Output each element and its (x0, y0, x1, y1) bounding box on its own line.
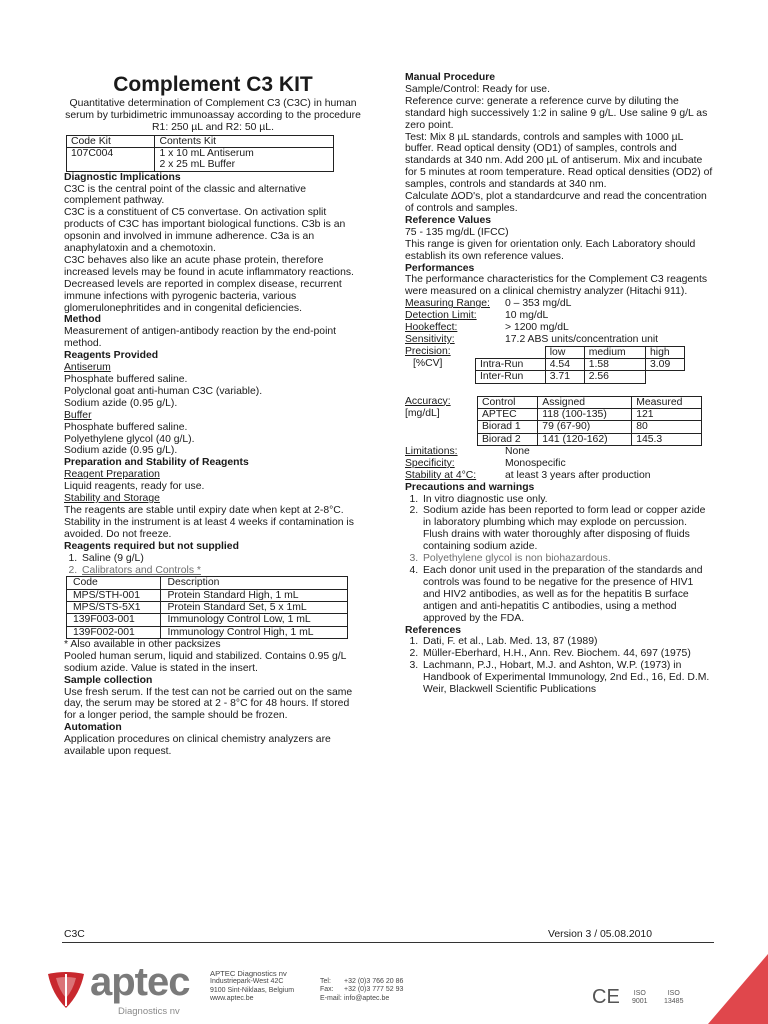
spec-row (405, 322, 713, 334)
cal-description: Protein Standard Set, 5 x 1mL (161, 602, 348, 614)
accuracy-control: Biorad 1 (478, 421, 538, 433)
accuracy-header: Assigned (538, 396, 632, 408)
company-contact (320, 978, 403, 1003)
accuracy-table (477, 396, 702, 446)
spec-key: Detection Limit: (405, 310, 477, 322)
diagnostic-paragraph: C3C is the central point of the classic and alternative complement pathway. (64, 183, 306, 207)
spec-value: 17.2 ABS units/concentration unit (505, 333, 659, 345)
limitation-row (405, 470, 713, 482)
limitation-key: Stability at 4°C: (405, 469, 477, 481)
table-row (478, 409, 702, 421)
footer-code: C3C (64, 929, 85, 940)
diagnostic-heading: Diagnostic Implications (64, 171, 181, 183)
email-value: info@aptec.be (344, 994, 390, 1002)
logo-subtitle: Diagnostics nv (118, 1006, 180, 1017)
company-city: 9100 Sint-Niklaas, Belgium (210, 986, 295, 994)
accuracy-unit: [mg/dL] (405, 407, 440, 419)
cal-description: Protein Standard High, 1 mL (161, 589, 348, 601)
antiserum-item: Sodium azide (0.95 g/L). (64, 397, 178, 409)
precision-value: 4.54 (545, 359, 584, 371)
limitation-value: at least 3 years after production (505, 469, 651, 481)
iso-label: ISO (633, 990, 646, 997)
list-item: 2. Müller-Eberhard, H.H., Ann. Rev. Biochem. 44, 697 (1975) (421, 648, 713, 660)
list-item: 3. Polyethylene glycol is non biohazardous. (421, 553, 713, 565)
buffer-label: Buffer (64, 409, 92, 421)
required-item: 1. Saline (9 g/L) (80, 553, 362, 565)
left-column (64, 72, 362, 758)
kit-header-contents: Contents Kit (155, 135, 334, 147)
spec-key: Sensitivity: (405, 333, 455, 345)
limitation-key: Specificity: (405, 457, 455, 469)
limitation-row (405, 458, 713, 470)
precautions-heading: Precautions and warnings (405, 481, 535, 493)
packsizes-note: * Also available in other packsizes (64, 638, 221, 650)
precision-header: medium (584, 346, 645, 358)
reagents-heading: Reagents Provided (64, 350, 159, 362)
method-heading: Method (64, 314, 101, 326)
precision-value (646, 371, 685, 383)
company-address (210, 970, 294, 1004)
required-item: 2. Calibrators and Controls * (80, 565, 362, 577)
list-item: 1. In vitro diagnostic use only. (421, 494, 713, 506)
buffer-item: Polyethylene glycol (40 g/L). (64, 433, 195, 445)
cal-code: MPS/STH-001 (67, 589, 161, 601)
manual-paragraph: Sample/Control: Ready for use. (405, 83, 550, 95)
iso-13485-mark (664, 990, 683, 1006)
table-row (478, 433, 702, 445)
precision-block (405, 346, 713, 384)
reference-note: This range is given for orientation only. Each Laboratory should establish its own reference values. (405, 238, 696, 262)
precision-table (475, 346, 685, 384)
method-text: Measurement of antigen-antibody reaction by the end-point method. (64, 326, 337, 350)
manual-paragraph: Calculate ∆OD's, plot a standardcurve and read the concentration of controls and samples. (405, 191, 707, 214)
stability-storage-label: Stability and Storage (64, 493, 160, 505)
table-row (476, 359, 685, 371)
cal-header-description: Description (161, 577, 348, 589)
reference-range: 75 - 135 mg/dL (IFCC) (405, 226, 509, 238)
buffer-item: Sodium azide (0.95 g/L). (64, 445, 178, 457)
kit-content-line: 2 x 25 mL Buffer (159, 159, 236, 171)
ce-mark-icon: CE (592, 986, 620, 1008)
list-item: 4. Each donor unit used in the preparation of the standards and controls was found to be negative for the presence of HIV1 and HIV2 antibodies, as well as for the hepatitis B surface antigen and anti-hepatitis C antibodies, using a method approved by the FDA. (421, 565, 713, 625)
accuracy-label: Accuracy: (405, 395, 451, 407)
precision-run: Intra-Run (476, 359, 546, 371)
precision-label: Precision: (405, 345, 451, 357)
precision-unit: [%CV] (413, 357, 443, 369)
corner-triangle-icon (708, 954, 768, 1024)
accuracy-control: Biorad 2 (478, 433, 538, 445)
precision-value: 2.56 (584, 371, 645, 383)
iso-number: 13485 (664, 998, 684, 1005)
table-row (67, 589, 348, 601)
company-street: Industriepark-West 42C (210, 978, 284, 986)
limitation-value: None (505, 445, 530, 457)
spec-value: > 1200 mg/dL (505, 322, 569, 334)
limitation-value: Monospecific (505, 457, 566, 469)
precision-header-blank (476, 346, 546, 358)
table-row (67, 614, 348, 626)
buffer-item: Phosphate buffered saline. (64, 421, 188, 433)
accuracy-measured: 121 (632, 409, 702, 421)
right-column (405, 72, 713, 696)
calibrators-table (66, 576, 348, 638)
spec-row (405, 334, 713, 346)
accuracy-measured: 80 (632, 421, 702, 433)
precision-value: 3.71 (545, 371, 584, 383)
precision-header: low (545, 346, 584, 358)
cal-code: MPS/STS-5X1 (67, 602, 161, 614)
manual-paragraph: Reference curve: generate a reference curve by diluting the standard high successively 1:2 in saline 9 g/L. Use saline 9 g/L as zero point. (405, 95, 708, 131)
diagnostic-paragraph: Decreased levels are reported in complex disease, recurrent immune infections with pyrogenic bacteria, various glomerulonephritides and in congenital deficiencies. (64, 278, 342, 314)
precision-value: 1.58 (584, 359, 645, 371)
antiserum-item: Polyclonal goat anti-human C3C (variable). (64, 385, 263, 397)
preparation-heading: Preparation and Stability of Reagents (64, 457, 249, 469)
accuracy-assigned: 118 (100-135) (538, 409, 632, 421)
tel-value: +32 (0)3 766 20 86 (344, 978, 404, 985)
performances-text: The performance characteristics for the Complement C3 reagents were measured on a clinical chemistry analyzer (Hitachi 911). (405, 274, 708, 298)
document-subtitle: Quantitative determination of Complement C3 (C3C) in human serum by turbidimetric immunoassay according to the procedure R1: 250 µL and R2: 50 µL. (65, 98, 361, 133)
pooled-serum-note: Pooled human serum, liquid and stabilized. Contains 0.95 g/L sodium azide. Value is stated in the insert. (64, 650, 347, 674)
diagnostic-paragraph: C3C behaves also like an acute phase protein, therefore increased levels may be found in acute inflammatory reactions. (64, 254, 354, 278)
spec-value: 10 mg/dL (505, 310, 549, 322)
precision-run: Inter-Run (476, 371, 546, 383)
aptec-logo (38, 962, 218, 1022)
spec-row (405, 310, 713, 322)
diagnostic-paragraph: C3C is a constituent of C5 convertase. On activation split products of C3C has important biological functions. C3b is an opsonin and involved in immune adherence. C3a is an anaphylatoxin and a chemotoxin. (64, 207, 346, 255)
cal-description: Immunology Control High, 1 mL (161, 626, 348, 638)
precision-header: high (646, 346, 685, 358)
kit-code: 107C004 (67, 148, 155, 172)
sample-text: Use fresh serum. If the test can not be carried out on the same day, the serum may be stored at 2 - 8°C for 48 hours. If stored for a longer period, the sample should be frozen. (64, 686, 353, 722)
iso-number: 9001 (632, 998, 648, 1005)
table-row (478, 421, 702, 433)
kit-header-code: Code Kit (67, 135, 155, 147)
iso-9001-mark (632, 990, 648, 1006)
performances-heading: Performances (405, 262, 475, 274)
reference-values-heading: Reference Values (405, 214, 492, 226)
table-row (67, 602, 348, 614)
antiserum-label: Antiserum (64, 362, 111, 374)
iso-label: ISO (667, 990, 680, 997)
company-name: APTEC Diagnostics nv (210, 969, 287, 978)
accuracy-control: APTEC (478, 409, 538, 421)
automation-heading: Automation (64, 722, 122, 734)
footer-divider (62, 942, 714, 943)
stability-storage-text: The reagents are stable until expiry date when kept at 2-8°C. Stability in the instrument is at least 4 weeks if contamination is avoided. Do not freeze. (64, 504, 354, 540)
accuracy-measured: 145.3 (632, 433, 702, 445)
spec-row (405, 298, 713, 310)
references-list (405, 636, 713, 696)
references-heading: References (405, 624, 462, 636)
accuracy-header: Control (478, 396, 538, 408)
kit-content-line: 1 x 10 mL Antiserum (159, 148, 254, 160)
list-item: 3. Lachmann, P.J., Hobart, M.J. and Ashton, W.P. (1973) in Handbook of Experimental Immunology, 2nd Ed., 16, Ed. D.M. Weir, Blackwell Scientific Publications (421, 660, 713, 696)
cal-header-code: Code (67, 577, 161, 589)
email-label: E-mail: (320, 994, 342, 1002)
accuracy-header: Measured (632, 396, 702, 408)
manual-heading: Manual Procedure (405, 72, 496, 83)
spec-key: Hookeffect: (405, 322, 458, 334)
list-item: 2. Sodium azide has been reported to form lead or copper azide in laboratory plumbing which may explode on percussion. Flush drains with water thoroughly after disposing of fluids containing sodium azide. (421, 505, 713, 553)
table-row (476, 371, 685, 383)
precision-value: 3.09 (646, 359, 685, 371)
logo-wordmark: aptec (90, 960, 190, 1004)
kit-contents-table (66, 135, 334, 172)
accuracy-assigned: 79 (67-90) (538, 421, 632, 433)
kit-contents (155, 148, 334, 172)
precautions-list (405, 494, 713, 625)
cal-code: 139F003-001 (67, 614, 161, 626)
accuracy-block (405, 396, 713, 446)
automation-text: Application procedures on clinical chemistry analyzers are available upon request. (64, 734, 331, 758)
required-list (64, 553, 362, 577)
limitation-row (405, 446, 713, 458)
sample-heading: Sample collection (64, 674, 153, 686)
list-item: 1. Dati, F. et al., Lab. Med. 13, 87 (1989) (421, 636, 713, 648)
reagent-preparation-text: Liquid reagents, ready for use. (64, 481, 205, 493)
accuracy-assigned: 141 (120-162) (538, 433, 632, 445)
fax-label: Fax: (320, 986, 334, 994)
document-title: Complement C3 KIT (113, 73, 313, 96)
required-heading: Reagents required but not supplied (64, 540, 239, 552)
aptec-logo-mark-icon (44, 968, 88, 1012)
fax-value: +32 (0)3 777 52 93 (344, 986, 404, 994)
tel-label: Tel: (320, 978, 331, 985)
spec-value: 0 – 353 mg/dL (505, 298, 572, 310)
footer-version: Version 3 / 05.08.2010 (548, 929, 652, 940)
table-row (67, 626, 348, 638)
manual-paragraph: Test: Mix 8 µL standards, controls and samples with 1000 µL buffer. Read optical density (OD1) of samples, controls and standards at 340 nm. Add 200 µL of antiserum. Mix and incubate for 5 minutes at room temperature. Read optical densities (OD2) of samples, controls and standards at 340 nm. (405, 131, 713, 191)
company-web: www.aptec.be (210, 995, 254, 1003)
cal-code: 139F002-001 (67, 626, 161, 638)
spec-key: Measuring Range: (405, 298, 490, 310)
reagent-preparation-label: Reagent Preparation (64, 469, 160, 481)
limitation-key: Limitations: (405, 445, 458, 457)
cal-description: Immunology Control Low, 1 mL (161, 614, 348, 626)
antiserum-item: Phosphate buffered saline. (64, 374, 188, 386)
